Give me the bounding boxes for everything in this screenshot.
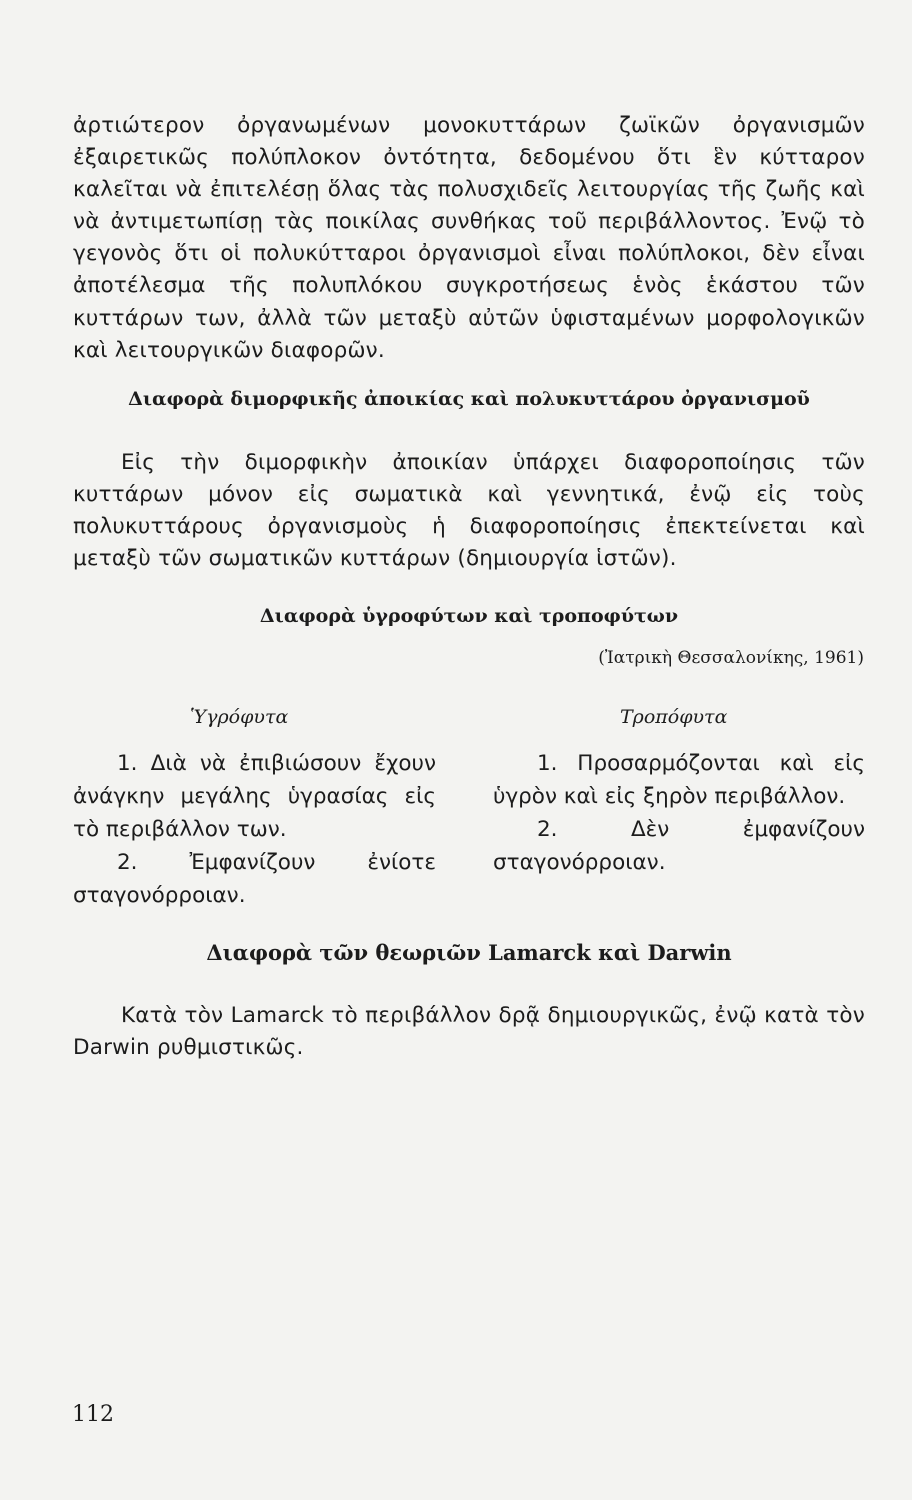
source-citation: (Ἰατρικὴ Θεσσαλονίκης, 1961) (598, 648, 864, 668)
section-heading-lamarck-darwin: Διαφορὰ τῶν θεωριῶν Lamarck καὶ Darwin (206, 940, 732, 965)
column-title-hygrophytes: Ὑγρόφυτα (190, 706, 289, 728)
intro-paragraph: ἀρτιώτερον ὀργανωμένων μονοκυττάρων ζωϊκῶν ὀργανισμῶν ἐξαιρετικῶς πολύπλοκον ὀντότητα, δεδομένου ὅτι ἓν κύτταρον καλεῖται νὰ ἐπιτελέσῃ ὅλας τὰς πολυσχιδεῖς λειτουργίας τῆς ζωῆς καὶ νὰ ἀντιμετωπίσῃ τὰς ποικίλας συνθήκας τοῦ περιβάλλοντος. Ἐνῷ τὸ γεγονὸς ὅτι οἱ πολυκύτταροι ὀργανισμοὶ εἶναι πολύπλοκοι, δὲν εἶναι ἀποτέλεσμα τῆς πολυπλόκου συγκροτήσεως ἑνὸς ἑκάστου τῶν κυττάρων των, ἀλλὰ τῶν μεταξὺ αὐτῶν ὑφισταμένων μορφολογικῶν καὶ λειτουργικῶν διαφορῶν. (73, 113, 865, 363)
section-heading-hygrophytes: Διαφορὰ ὑγροφύτων καὶ τροποφύτων (259, 605, 679, 627)
dimorphic-colony-paragraph: Εἰς τὴν διμορφικὴν ἀποικίαν ὑπάρχει διαφοροποίησις τῶν κυττάρων μόνον εἰς σωματικὰ καὶ γεννητικά, ἐνῷ εἰς τοὺς πολυκυττάρους ὀργανισμοὺς ἡ διαφοροποίησις ἐπεκτείνεται καὶ μεταξὺ τῶν σωματικῶν κυττάρων (δημιουργία ἱστῶν). (73, 450, 865, 572)
tropophytes-item-2: 2. Δὲν ἐμφανίζουν σταγονόρροιαν. (493, 817, 865, 875)
lamarck-darwin-paragraph: Κατὰ τὸν Lamarck τὸ περιβάλλον δρᾷ δημιουργικῶς, ἐνῷ κατὰ τὸν Darwin ρυθμιστικῶς. (73, 1003, 865, 1061)
column-title-tropophytes: Τροπόφυτα (620, 706, 728, 728)
section-heading-dimorphic-colony: Διαφορὰ διμορφικῆς ἀποικίας καὶ πολυκυττάρου ὀργανισμοῦ (128, 388, 810, 410)
hygrophytes-item-1: 1. Διὰ νὰ ἐπιβιώσουν ἔχουν ἀνάγκην μεγάλης ὑγρασίας εἰς τὸ περιβάλλον των. (73, 751, 436, 842)
page-number: 112 (72, 1402, 114, 1427)
column-tropophytes (493, 747, 865, 879)
column-hygrophytes (73, 747, 436, 912)
tropophytes-item-1: 1. Προσαρμόζονται καὶ εἰς ὑγρὸν καὶ εἰς ξηρὸν περιβάλλον. (493, 751, 865, 809)
hygrophytes-item-2: 2. Ἐμφανίζουν ἐνίοτε σταγονόρροιαν. (73, 850, 436, 908)
